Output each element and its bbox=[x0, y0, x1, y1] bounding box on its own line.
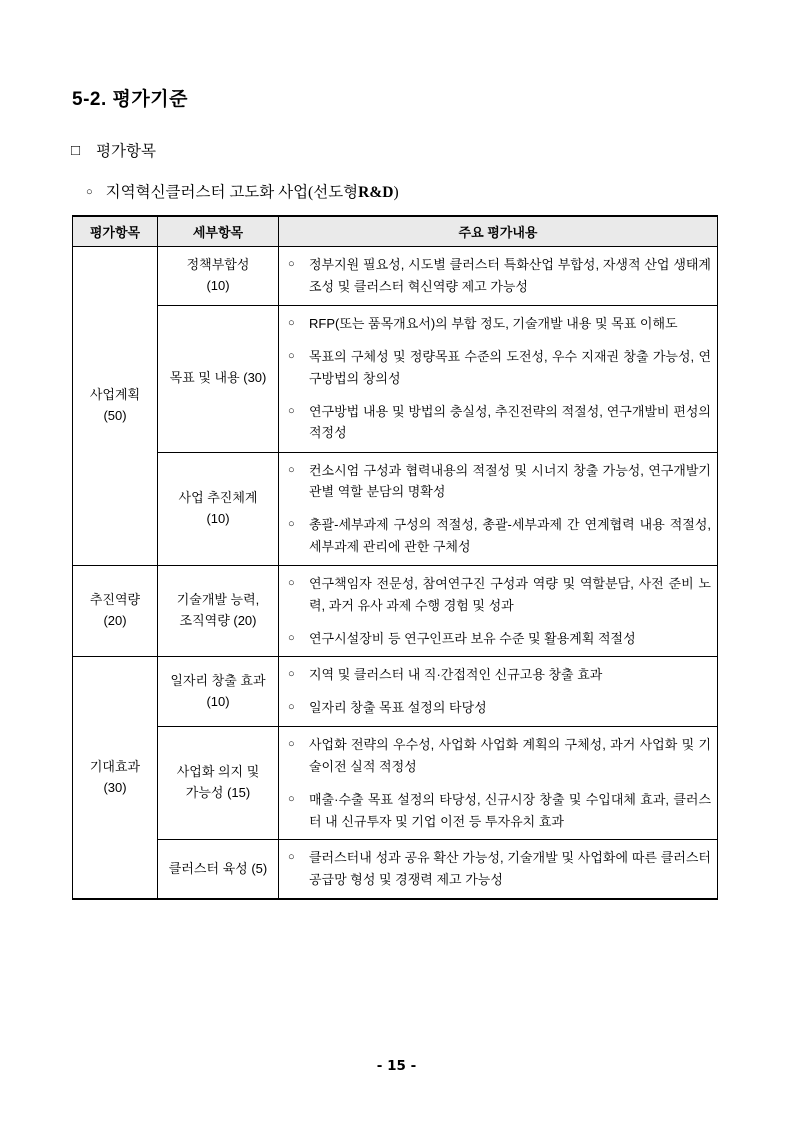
bullet-text: 연구시설장비 등 연구인프라 보유 수준 및 활용계획 적절성 bbox=[309, 630, 636, 646]
category-cell bbox=[73, 565, 158, 656]
bullet-text: RFP(또는 품목개요서)의 부합 정도, 기술개발 내용 및 목표 이해도 bbox=[309, 316, 678, 332]
subitem-cell bbox=[158, 452, 279, 565]
category-score: (50) bbox=[103, 407, 127, 423]
subitem-cell bbox=[158, 727, 279, 840]
circle-bullet-icon: ○ bbox=[288, 851, 295, 864]
circle-bullet-icon: ○ bbox=[288, 576, 295, 589]
page-title: 5-2. 평가기준 bbox=[72, 89, 188, 110]
subitem-score: 조직역량 (20) bbox=[179, 613, 257, 629]
bullet-text: 클러스터내 성과 공유 확산 가능성, 기술개발 및 사업화에 따른 클러스터 공급망 형성 및 경쟁력 제고 가능성 bbox=[309, 850, 711, 888]
evaluation-criteria-table bbox=[72, 215, 718, 900]
subsection-label-close: ) bbox=[393, 184, 399, 201]
content-cell bbox=[279, 565, 718, 656]
table-row bbox=[73, 305, 718, 452]
header-category: 평가항목 bbox=[73, 216, 158, 247]
table-row bbox=[73, 727, 718, 840]
circle-bullet-icon: ○ bbox=[288, 668, 295, 681]
bullet-text: 정부지원 필요성, 시도별 클러스터 특화산업 부합성, 자생적 산업 생태계 조성 및 클러스터 혁신역량 제고 가능성 bbox=[309, 257, 711, 294]
subitem-name: 목표 및 내용 (30) bbox=[169, 370, 267, 386]
subitem-name: 기술개발 능력, bbox=[176, 592, 260, 608]
circle-bullet-icon: ○ bbox=[288, 349, 295, 362]
bullet-text: 연구책임자 전문성, 참여연구진 구성과 역량 및 역할분담, 사전 준비 노력, 과거 유사 과제 수행 경험 및 성과 bbox=[309, 575, 711, 613]
bullet-item bbox=[285, 664, 711, 686]
circle-bullet-icon: ○ bbox=[288, 317, 295, 330]
subitem-score: (10) bbox=[206, 693, 230, 709]
content-cell bbox=[279, 305, 718, 452]
subitem-name: 정책부합성 bbox=[186, 257, 250, 273]
circle-bullet-icon: ○ bbox=[86, 186, 93, 198]
content-cell bbox=[279, 840, 718, 899]
table-row bbox=[73, 657, 718, 727]
table-row bbox=[73, 247, 718, 306]
bullet-text: 총괄-세부과제 구성의 적절성, 총괄-세부과제 간 연계협력 내용 적절성, 세부과제 관리에 관한 구체성 bbox=[309, 517, 711, 555]
subitem-name: 클러스터 육성 (5) bbox=[168, 860, 268, 876]
bullet-item bbox=[285, 514, 711, 558]
bullet-item bbox=[285, 401, 711, 445]
subitem-cell bbox=[158, 565, 279, 656]
bullet-text: 컨소시엄 구성과 협력내용의 적절성 및 시너지 창출 가능성, 연구개발기관별 역할 분담의 명확성 bbox=[309, 462, 711, 500]
section-label: 평가항목 bbox=[96, 143, 156, 160]
bullet-item bbox=[285, 573, 711, 617]
subsection-label-bold: R&D bbox=[358, 184, 394, 201]
subitem-name: 사업화 의지 및 bbox=[176, 764, 260, 780]
content-cell bbox=[279, 247, 718, 306]
header-subitem: 세부항목 bbox=[158, 216, 279, 247]
content-cell bbox=[279, 657, 718, 727]
content-cell bbox=[279, 727, 718, 840]
subitem-name: 사업 추진체계 bbox=[178, 490, 258, 506]
bullet-item bbox=[285, 697, 711, 719]
category-name: 기대효과 bbox=[89, 758, 141, 774]
header-content: 주요 평가내용 bbox=[279, 216, 718, 247]
category-cell bbox=[73, 247, 158, 566]
circle-bullet-icon: ○ bbox=[288, 404, 295, 417]
bullet-item bbox=[285, 460, 711, 504]
bullet-item bbox=[285, 313, 711, 335]
subitem-score: (10) bbox=[206, 277, 230, 293]
subitem-cell bbox=[158, 657, 279, 727]
table-header-row bbox=[73, 216, 718, 247]
circle-bullet-icon: ○ bbox=[288, 258, 295, 270]
table-row bbox=[73, 565, 718, 656]
bullet-item bbox=[285, 847, 711, 891]
circle-bullet-icon: ○ bbox=[288, 738, 295, 751]
bullet-item bbox=[285, 628, 711, 650]
bullet-text: 일자리 창출 목표 설정의 타당성 bbox=[309, 700, 487, 716]
subsection-line bbox=[86, 180, 399, 202]
circle-bullet-icon: ○ bbox=[288, 792, 295, 805]
category-name: 사업계획 bbox=[89, 387, 141, 403]
section-line bbox=[71, 139, 156, 161]
category-score: (20) bbox=[103, 613, 127, 629]
circle-bullet-icon: ○ bbox=[288, 631, 295, 644]
category-cell bbox=[73, 657, 158, 899]
bullet-text: 사업화 전략의 우수성, 사업화 사업화 계획의 구체성, 과거 사업화 및 기술이전 실적 적정성 bbox=[309, 737, 711, 774]
square-bullet-icon: □ bbox=[71, 143, 81, 159]
page-number: - 15 - bbox=[376, 1058, 417, 1074]
bullet-text: 연구방법 내용 및 방법의 충실성, 추진전략의 적절성, 연구개발비 편성의 적정성 bbox=[309, 403, 711, 441]
bullet-text: 지역 및 클러스터 내 직·간접적인 신규고용 창출 효과 bbox=[309, 667, 603, 683]
subitem-name: 일자리 창출 효과 bbox=[170, 672, 266, 688]
circle-bullet-icon: ○ bbox=[288, 518, 295, 531]
bullet-item bbox=[285, 789, 711, 833]
content-cell bbox=[279, 452, 718, 565]
bullet-item bbox=[285, 254, 711, 298]
bullet-item bbox=[285, 346, 711, 390]
subitem-score: 가능성 (15) bbox=[185, 785, 251, 801]
subitem-cell bbox=[158, 840, 279, 899]
subsection-label: 지역혁신클러스터 고도화 사업(선도형 bbox=[105, 184, 359, 201]
subitem-score: (10) bbox=[206, 510, 230, 526]
table-row bbox=[73, 452, 718, 565]
subitem-cell bbox=[158, 305, 279, 452]
subitem-cell bbox=[158, 247, 279, 306]
table-row bbox=[73, 840, 718, 899]
category-name: 추진역량 bbox=[89, 592, 141, 608]
bullet-item bbox=[285, 734, 711, 778]
bullet-text: 매출·수출 목표 설정의 타당성, 신규시장 창출 및 수입대체 효과, 클러스터 내 신규투자 및 기업 이전 등 투자유치 효과 bbox=[309, 791, 711, 829]
category-score: (30) bbox=[103, 779, 127, 795]
bullet-text: 목표의 구체성 및 정량목표 수준의 도전성, 우수 지재권 창출 가능성, 연구방법의 창의성 bbox=[309, 348, 711, 386]
circle-bullet-icon: ○ bbox=[288, 463, 295, 476]
circle-bullet-icon: ○ bbox=[288, 701, 295, 714]
